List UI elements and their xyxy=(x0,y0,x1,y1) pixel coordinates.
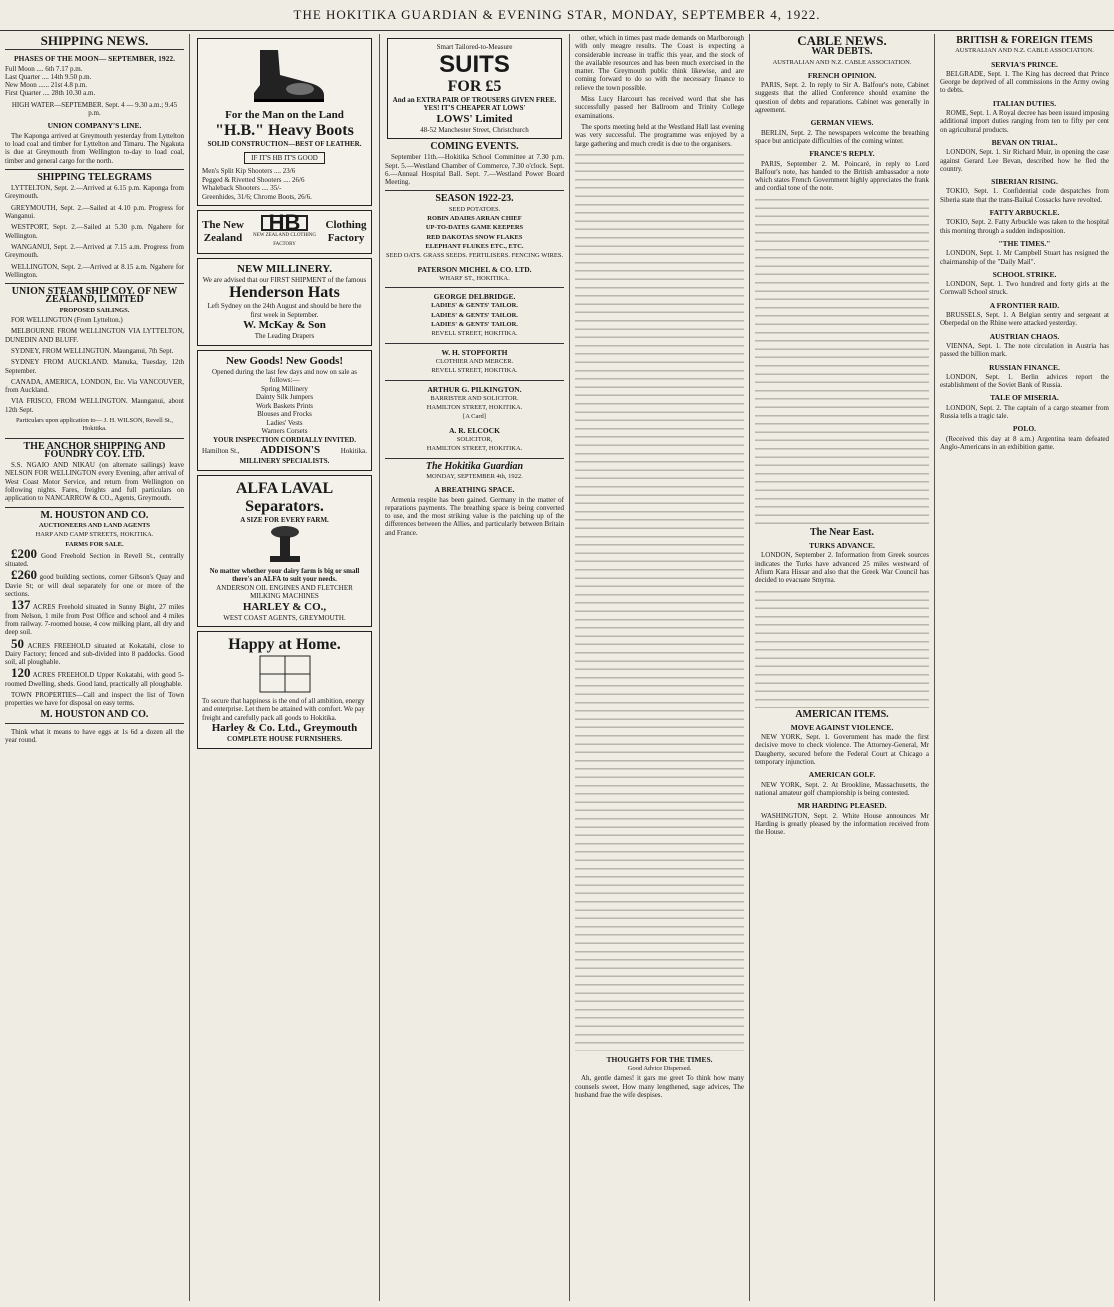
listing-item: 50 ACRES FREEHOLD situated at Kokatahi, close to Dairy Factory; fenced and sub-divided into 8 paddocks. Good soil, all ploughable. xyxy=(5,635,184,667)
town-properties: TOWN PROPERTIES—Call and inspect the list of Town properties we have for disposal on easy terms. xyxy=(5,691,184,708)
nz-left: The New Zealand xyxy=(202,219,244,245)
masthead: THE HOKITIKA GUARDIAN & EVENING STAR, MONDAY, SEPTEMBER 4, 1922. xyxy=(0,0,1114,31)
telegram-item: LYTTELTON, Sept. 2.—Arrived at 6.15 p.m. Kaponga from Greymouth. xyxy=(5,184,184,201)
anchor-title: THE ANCHOR SHIPPING AND FOUNDRY COY. LTD. xyxy=(23,440,166,460)
reply-title: FRANCE'S REPLY. xyxy=(809,149,875,159)
phase-item: Last Quarter .... 14th 9.50 p.m. xyxy=(5,72,92,81)
goods-item: Ladies' Vests xyxy=(266,418,303,427)
union-title: UNION COMPANY'S LINE. xyxy=(47,121,142,131)
goods-item: Dainty Silk Jumpers xyxy=(255,393,314,402)
harding-title: MR HARDING PLEASED. xyxy=(797,801,887,811)
home-store: Harley & Co. Ltd., Greymouth xyxy=(211,722,358,735)
coming-text: September 11th.—Hokitika School Committee at 7.30 p.m. Sept. 5.—Westland Chamber of Commerce, 7.30 o'clock. Sept. 6.—Annual Hospital Ball. Sept. 7.—Westland Power Board Meeting. xyxy=(385,153,564,187)
listing-item: £200 Good Freehold Section in Revell St., centrally situated. xyxy=(5,545,185,569)
season-item: UP-TO-DATES GAME KEEPERS xyxy=(425,224,524,232)
goods-tag: MILLINERY SPECIALISTS. xyxy=(239,457,330,466)
separator-icon xyxy=(260,524,310,564)
item-text: VIENNA, Sept. 1. The note circulation in Austria has passed the billion mark. xyxy=(940,341,1109,359)
boot-icon xyxy=(240,45,330,105)
houston-foot: M. HOUSTON AND CO. xyxy=(40,708,149,720)
cable-title: CABLE NEWS. xyxy=(797,34,887,48)
listing-item: 120 ACRES FREEHOLD Upper Kokatahi, with good 5-roomed Dwelling, sheds. Good land, practically all ploughable. xyxy=(5,665,184,688)
item-title: BEVAN ON TRIAL. xyxy=(991,137,1058,147)
window-icon xyxy=(255,654,315,694)
boot-ad xyxy=(197,38,372,206)
pilkington-addr: HAMILTON STREET, HOKITIKA. xyxy=(426,404,523,412)
season-item: ELEPHANT FLUKES ETC., ETC. xyxy=(425,242,524,250)
stopforth: W. H. STOPFORTH xyxy=(441,347,508,357)
telegram-item: WANGANUI, Sept. 2.—Arrived at 7.15 a.m. Progress from Greymouth. xyxy=(5,242,184,260)
goods-loc-right: Hokitika. xyxy=(340,446,367,455)
houston-sub: AUCTIONEERS AND LAND AGENTS xyxy=(38,521,151,529)
shipping-title: SHIPPING NEWS. xyxy=(40,34,149,48)
boot-price: Whaleback Shooters .... 35/- xyxy=(202,184,282,193)
nz-clothing-ad xyxy=(197,210,372,254)
hb-logo-caption: NEW ZEALAND CLOTHING FACTORY xyxy=(253,233,316,247)
thoughts-title: THOUGHTS FOR THE TIMES. xyxy=(606,1054,713,1064)
near-east-title: The Near East. xyxy=(810,526,874,538)
alfa-agent-sub: WEST COAST AGENTS, GREYMOUTH. xyxy=(223,613,346,622)
guardian-title: The Hokitika Guardian xyxy=(425,460,524,472)
item-text: TOKIO, Sept. 2. Fatty Arbuckle was taken to the hospital this morning through a sudden indisposition. xyxy=(940,218,1109,235)
item-text: BELGRADE, Sept. 1. The King has decreed that Prince George be deprived of all commissions in the Army owing to debts. xyxy=(940,69,1109,95)
goods-item: Warners Corsets xyxy=(261,427,308,436)
thoughts-text: Ah, gentle dames! it gars me greet To think how many counsels sweet, How many lengthened, sage advices, The husband frae the wife despises. xyxy=(575,1074,744,1100)
labour-title: MOVE AGAINST VIOLENCE. xyxy=(790,722,894,732)
season-more: SEED OATS. GRASS SEEDS. FERTILISERS. FENCING WIRES. xyxy=(385,252,564,260)
suits-ad xyxy=(387,38,562,139)
alfa-agent: HARLEY & CO., xyxy=(242,600,327,613)
german-text: BERLIN, Sept. 2. The newspapers welcome the breathing space but anticipate difficulties of the coming winter. xyxy=(755,128,929,145)
delbridge-line: LADIES' & GENTS' TAILOR. xyxy=(431,321,518,329)
labour-text: NEW YORK, Sept. 1. Government has made the first decisive move to check violence. The Attorney-General, Mr Daugherty, secured before the Federal Court at Chicago a temporary injunction. xyxy=(755,733,929,767)
item-text: LONDON, Sept. 1. Sir Richard Muir, in opening the case against Gerard Lee Bevan, described how he fled the country. xyxy=(940,148,1109,173)
turks-title: TURKS ADVANCE. xyxy=(809,541,875,551)
elcock: A. R. ELCOCK xyxy=(449,425,500,435)
usco-line: VIA FRISCO, FROM WELLINGTON. Maunganui, about 12th Sept. xyxy=(5,397,184,414)
boot-price: Greenhides, 31/6; Chrome Boots, 26/6. xyxy=(202,192,312,201)
goods-item: Spring Millinery xyxy=(261,384,308,393)
home-title: Happy at Home. xyxy=(228,636,341,654)
usco-foot: Particulars upon application to— J. H. WILSON, Revell St., Hokitika. xyxy=(15,416,174,433)
item-title: A FRONTIER RAID. xyxy=(989,300,1060,310)
alfa-text: No matter whether your dairy farm is big or small there's an ALFA to suit your needs. xyxy=(209,566,360,584)
eggs-note: Think what it means to have eggs at 1s 6d a dozen all the year round. xyxy=(5,727,184,745)
delbridge-line: LADIES' & GENTS' TAILOR. xyxy=(431,302,518,310)
coming-title: COMING EVENTS. xyxy=(430,141,519,152)
golf-text: NEW YORK, Sept. 2. At Brookline, Massachusetts, the national amateur golf championship is being contested. xyxy=(755,780,929,797)
usco-line: MELBOURNE FROM WELLINGTON VIA LYTTELTON, DUNEDIN AND BLUFF. xyxy=(5,327,184,344)
item-title: SIBERIAN RISING. xyxy=(991,177,1058,187)
suits-top: Smart Tailored-to-Measure xyxy=(436,43,513,51)
column-local-news xyxy=(570,34,750,1301)
assoc-label: AUSTRALIAN AND N.Z. CABLE ASSOCIATION. xyxy=(772,58,912,66)
item-title: SCHOOL STRIKE. xyxy=(992,269,1057,279)
phases-title: PHASES OF THE MOON— SEPTEMBER, 1922. xyxy=(13,54,176,64)
boot-sub: SOLID CONSTRUCTION—BEST OF LEATHER. xyxy=(207,140,362,149)
phase-item: First Quarter .... 28th 10.30 a.m. xyxy=(5,89,96,98)
item-text: BRUSSELS, Sept. 1. A Belgian sentry and sergeant at Oberpedal on the Rhine were attacked yesterday. xyxy=(940,311,1109,328)
suits-store: LOWS' Limited xyxy=(436,112,513,125)
telegrams-title: SHIPPING TELEGRAMS xyxy=(37,171,152,183)
suits-extra: And an EXTRA PAIR OF TROUSERS GIVEN FREE. xyxy=(392,95,557,104)
houston-title: M. HOUSTON AND CO. xyxy=(40,509,149,521)
suits-price: FOR £5 xyxy=(447,77,502,95)
card-label: [A Card] xyxy=(463,413,486,421)
home-text: To secure that happiness is the end of all ambition, energy and enterprise. Let them be attained with comfort. We pay freight and carefully pack all goods to Hokitika. xyxy=(202,696,365,722)
millinery-note: Left Sydney on the 24th August and should be here the first week in September. xyxy=(207,302,362,319)
new-goods-ad xyxy=(197,350,372,471)
item-text: LONDON, Sept. 1. Two hundred and forty girls at the Cornwall School struck. xyxy=(940,280,1109,297)
alfa-sub: A SIZE FOR EVERY FARM. xyxy=(240,515,329,524)
usco-line: CANADA, AMERICA, LONDON, Etc. Via VANCOUVER, from Auckland. xyxy=(5,377,184,395)
telegram-item: WELLINGTON, Sept. 2.—Arrived at 8.15 a.m. Ngahere for Wellington. xyxy=(5,262,184,279)
phase-item: Full Moon .... 6th 7.17 p.m. xyxy=(5,64,83,73)
leader-text: Armenia respite has been gained. Germany in the matter of reparations payments. The breathing space is being converted to use, and the most striking value is the patching up of the differences between the Allies, and particularly between Britain and France. xyxy=(385,495,564,537)
column-ads-1 xyxy=(190,34,380,1301)
item-text: TOKIO, Sept. 1. Confidential code despatches from Siberia state that the trans-Baikal Cossacks have revolted. xyxy=(940,187,1109,204)
alfa-laval-ad xyxy=(197,475,372,627)
pilkington-sub: BARRISTER AND SOLICITOR. xyxy=(430,394,519,402)
stopforth-addr: REVELL STREET, HOKITIKA. xyxy=(431,367,518,375)
season-item: ROBIN ADAIRS ARRAN CHIEF xyxy=(427,215,522,223)
usco-title: UNION STEAM SHIP COY. OF NEW ZEALAND, LIMITED xyxy=(11,286,178,306)
boot-price: Men's Split Kip Shooters .... 23/6 xyxy=(202,167,296,176)
golf-title: AMERICAN GOLF. xyxy=(808,770,876,780)
millinery-store: W. McKay & Son xyxy=(243,319,326,332)
item-text: LONDON, Sept. 1. Mr Campbell Stuart has resigned the chairmanship of the "Daily Mail". xyxy=(940,249,1109,266)
local-paragraph: Miss Lucy Harcourt has received word that she has successfully passed her Ballroom and Trinity College examinations. xyxy=(575,95,744,120)
french-title: FRENCH OPINION. xyxy=(807,70,877,80)
listing-item: 137 ACRES Freehold situated in Sunny Bight, 27 miles from Nelson, 1 mile from Post Office and school and 4 miles from railway. 7-roomed house, 4 cow milking plant, all dry and deep soil. xyxy=(5,597,185,637)
millinery-ad xyxy=(197,258,372,346)
issue-date: MONDAY, SEPTEMBER 4th, 1922. xyxy=(426,472,523,480)
column-ads-2 xyxy=(380,34,570,1301)
union-text: The Kaponga arrived at Greymouth yesterday from Lyttelton to load coal and timber for Lyttelton and Timaru. The Ngakuta is due at Greymouth from Wellington to-day to load coal, timber and general cargo for the north. xyxy=(5,131,184,165)
paterson: PATERSON MICHEL & CO. LTD. xyxy=(417,264,532,274)
war-debts-title: WAR DEBTS. xyxy=(811,46,873,58)
home-tag: COMPLETE HOUSE FURNISHERS. xyxy=(227,735,342,744)
telegram-item: GREYMOUTH, Sept. 2.—Sailed at 4.10 p.m. Progress for Wanganui. xyxy=(5,203,184,221)
usco-line: SYDNEY, FROM WELLINGTON. Maunganui, 7th Sept. xyxy=(11,346,174,355)
item-title: ITALIAN DUTIES. xyxy=(992,98,1057,108)
harding-text: WASHINGTON, Sept. 2. White House announces Mr Harding is greatly pleased by the information received from the House. xyxy=(755,811,929,837)
pilkington: ARTHUR G. PILKINGTON. xyxy=(427,384,522,394)
nz-right: Clothing Factory xyxy=(325,219,367,245)
column-shipping xyxy=(0,34,190,1301)
high-water: HIGH WATER—SEPTEMBER. Sept. 4 — 9.30 a.m.; 9.45 p.m. xyxy=(11,100,178,118)
stopforth-sub: CLOTHIER AND MERCER. xyxy=(435,357,514,365)
column-cable-news xyxy=(750,34,935,1301)
item-title: POLO. xyxy=(1012,424,1037,434)
hb-logo: HB xyxy=(261,215,309,231)
goods-title: New Goods! New Goods! xyxy=(225,354,344,367)
german-title: GERMAN VIEWS. xyxy=(810,118,874,128)
alfa-also: ANDERSON OIL ENGINES AND FLETCHER MILKING MACHINES xyxy=(216,583,353,601)
usco-line: FOR WELLINGTON (From Lyttelton.) xyxy=(11,316,123,325)
goods-store: ADDISON'S xyxy=(260,444,321,457)
column-foreign-items xyxy=(935,34,1114,1301)
delbridge-addr: REVELL STREET, HOKITIKA. xyxy=(431,330,518,338)
body-text-filler xyxy=(575,151,744,1051)
millinery-text: We are advised that our FIRST SHIPMENT of the famous xyxy=(202,275,367,284)
item-title: SERVIA'S PRINCE. xyxy=(991,59,1058,69)
local-paragraph: The sports meeting held at the Westland Hall last evening was very successful. The programme was enjoyed by a large gathering and much credit is due to the organisers. xyxy=(575,122,744,148)
item-text: LONDON, Sept. 2. The captain of a cargo steamer from Russia tells a tragic tale. xyxy=(940,403,1109,420)
british-title: BRITISH & FOREIGN ITEMS xyxy=(956,35,1093,46)
goods-item: Work Baskets Prints xyxy=(256,401,313,410)
item-title: RUSSIAN FINANCE. xyxy=(989,362,1060,372)
american-title: AMERICAN ITEMS. xyxy=(795,708,889,720)
item-text: ROME, Sept. 1. A Royal decree has been issued imposing additional import duties ranging from ten to fifty per cent on agricultural products. xyxy=(940,109,1109,134)
farms-title: FARMS FOR SALE. xyxy=(65,540,124,548)
body-text-filler xyxy=(755,588,929,708)
item-text: LONDON, Sept. 1. Berlin advices report the establishment of the Soviet Bank of Russia. xyxy=(940,372,1109,390)
phase-item: New Moon ...... 21st 4.8 p.m. xyxy=(5,81,88,90)
suits-title: SUITS xyxy=(439,50,510,78)
season-sub: SEED POTATOES. xyxy=(448,205,501,213)
item-title: FATTY ARBUCKLE. xyxy=(989,208,1060,218)
usco-sub: PROPOSED SAILINGS. xyxy=(59,306,130,314)
houston-address: HARP AND CAMP STREETS, HOKITIKA. xyxy=(35,531,154,539)
suits-cta: YES! IT'S CHEAPER AT LOWS' xyxy=(423,104,526,112)
item-title: "THE TIMES." xyxy=(998,238,1051,248)
elcock-addr: HAMILTON STREET, HOKITIKA. xyxy=(426,445,523,453)
local-paragraph: other, which in times past made demands on Marlborough with only meagre results. The Coast is expecting a considerable increase in traffic this year, and the stock of the available resources and has been much exercised in the matter. The Greymouth public think likewise, and are coming forward to do so with the necessary finance to relieve the town possible. xyxy=(575,34,744,92)
suits-address: 48-52 Manchester Street, Christchurch xyxy=(420,125,529,134)
goods-item: Blouses and Frocks xyxy=(257,410,312,419)
goods-sub: Opened during the last few days and now on sale as follows:— xyxy=(211,367,358,385)
item-text: (Received this day at 8 a.m.) Argentina team defeated Anglo-Americans in an exhibition game. xyxy=(940,434,1109,451)
boot-title: For the Man on the Land xyxy=(225,109,344,122)
body-text-filler xyxy=(755,196,929,526)
millinery-brand: Henderson Hats xyxy=(229,284,340,302)
assoc-label: AUSTRALIAN AND N.Z. CABLE ASSOCIATION. xyxy=(955,47,1094,55)
season-title: SEASON 1922-23. xyxy=(435,193,514,205)
thoughts-sub: Good Advice Dispersed. xyxy=(627,1065,692,1073)
delbridge-line: LADIES' & GENTS' TAILOR. xyxy=(431,311,518,319)
alfa-title: ALFA LAVAL Separators. xyxy=(235,479,334,515)
anchor-text: S.S. NGAIO AND NIKAU (on alternate sailings) leave NELSON FOR WELLINGTON every Evening, after arrival of West Coast Motor Service, and return from Wellington on following nights. Fares, freights and full particulars on application to NANCARROW & CO., Agents, Greymouth. xyxy=(5,461,184,503)
happy-home-ad xyxy=(197,631,372,748)
item-title: AUSTRIAN CHAOS. xyxy=(989,331,1060,341)
paterson-sub: WHARF ST., HOKITIKA. xyxy=(439,274,510,282)
reply-text: PARIS, September 2. M. Poincaré, in reply to Lord Balfour's note, has handed to the British ambassador a note which states French Government highly appreciates the frank and cordial tone of the note. xyxy=(755,159,929,193)
listing-item: £260 good building sections, corner Gibson's Quay and Davie St; or will deal separately for one or more of the sections. xyxy=(5,567,184,599)
french-text: PARIS, Sept. 2. In reply to Sir A. Balfour's note, Cabinet suggests that the allied Conference should examine the question of debts and reparations. Cabinet was generally in agreement. xyxy=(755,81,929,115)
boot-brand: "H.B." Heavy Boots xyxy=(215,122,354,140)
usco-line: SYDNEY FROM AUCKLAND. Manuka, Tuesday, 12th September. xyxy=(5,358,184,375)
millinery-title: NEW MILLINERY. xyxy=(237,262,332,275)
season-item: RED DAKOTAS SNOW FLAKES xyxy=(426,233,523,241)
boot-badge: IF IT'S HB IT'S GOOD xyxy=(244,152,325,164)
goods-invite: YOUR INSPECTION CORDIALLY INVITED. xyxy=(212,435,356,444)
millinery-tag: The Leading Drapers xyxy=(254,332,315,341)
turks-text: LONDON, September 2. Information from Greek sources indicates the Turks have advanced 25 miles westward of Afium Kara Hissar and also that the Greek War Council has decided to evacuate Smyrna. xyxy=(755,551,929,585)
boot-price: Pegged & Rivetted Shooters .... 26/6 xyxy=(202,175,305,184)
leader-title: A BREATHING SPACE. xyxy=(434,485,515,495)
delbridge: GEORGE DELBRIDGE. xyxy=(433,292,516,302)
elcock-sub: SOLICITOR, xyxy=(456,436,493,444)
item-title: TALE OF MISERIA. xyxy=(990,393,1059,403)
goods-loc-left: Hamilton St., xyxy=(202,446,240,455)
telegram-item: WESTPORT, Sept. 2.—Sailed at 5.30 p.m. Ngahere for Wellington. xyxy=(5,223,184,240)
